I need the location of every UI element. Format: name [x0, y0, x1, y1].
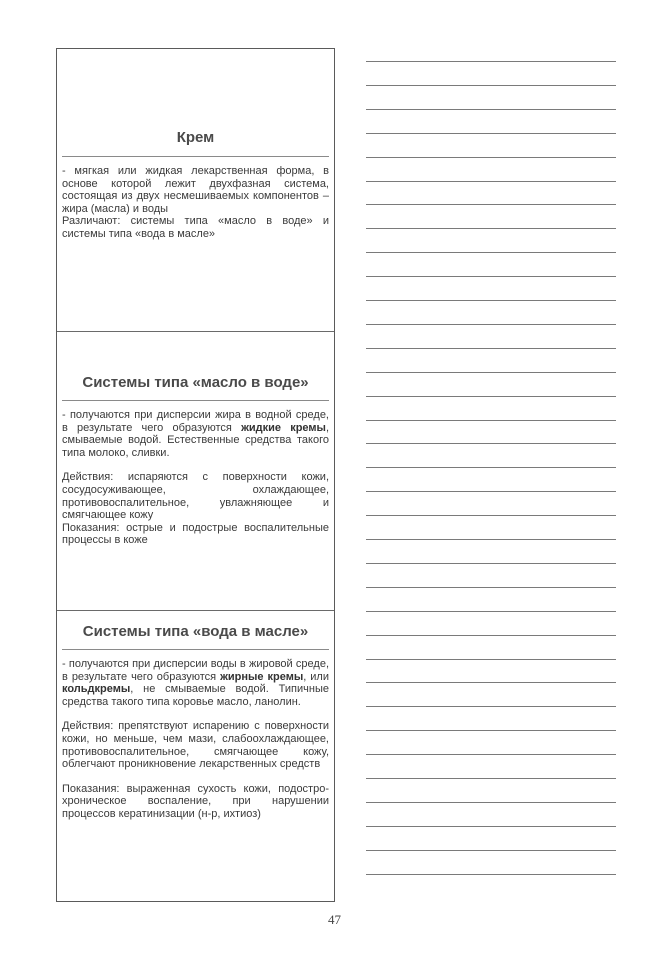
card-actions: Действия: препятствуют испарению с поверхности кожи, но меньше, чем мази, слабоохлаждающее, противовоспалительное, смягчающее кожу, облегчают проникновение лекарственных средств [62, 720, 329, 771]
page-number: 47 [328, 912, 341, 927]
note-line [366, 396, 616, 397]
note-line [366, 539, 616, 540]
note-line [366, 778, 616, 779]
note-line [366, 443, 616, 444]
card-water-in-oil [57, 610, 334, 903]
note-line [366, 826, 616, 827]
note-line [366, 181, 616, 182]
card-title: Крем [176, 129, 215, 146]
note-line [366, 802, 616, 803]
note-line [366, 467, 616, 468]
note-line [366, 754, 616, 755]
note-line [366, 874, 616, 875]
card-definition: - получаются при дисперсии воды в жировой среде, в результате чего образуются жирные кремы, или кольдкремы, не смываемые водой. Типичные средства такого типа коровье масло, ланолин. [62, 658, 329, 708]
note-line [366, 300, 616, 301]
bold-term: жирные кремы [220, 670, 304, 683]
card-actions: Действия: испаряются с поверхности кожи, сосудосуживающее, охлаждающее, противовоспалительное, увлажняющее и смягчающее кожу [62, 471, 329, 522]
note-line [366, 587, 616, 588]
card-definition: - получаются при дисперсии жира в водной среде, в результате чего образуются жидкие кремы, смываемые водой. Естественные средства такого типа молоко, сливки. [62, 409, 329, 459]
note-line [366, 730, 616, 731]
title-divider [62, 156, 329, 157]
note-line [366, 491, 616, 492]
note-line [366, 276, 616, 277]
note-line [366, 252, 616, 253]
title-divider [62, 649, 329, 650]
note-line [366, 348, 616, 349]
note-line [366, 157, 616, 158]
note-line [366, 420, 616, 421]
note-line [366, 635, 616, 636]
note-line [366, 204, 616, 205]
note-line [366, 706, 616, 707]
note-line [366, 228, 616, 229]
bold-term: кольдкремы [62, 683, 131, 696]
card-oil-in-water [57, 331, 334, 610]
card-title: Системы типа «масло в воде» [82, 374, 309, 391]
note-line [366, 515, 616, 516]
note-line [366, 659, 616, 660]
card-cream [57, 49, 334, 331]
note-line [366, 611, 616, 612]
note-line [366, 109, 616, 110]
card-indications: Показания: острые и подострые воспалительные процессы в коже [62, 521, 329, 547]
title-divider [62, 400, 329, 401]
card-title: Системы типа «вода в масле» [82, 623, 309, 640]
card-definition: - мягкая или жидкая лекарственная форма, в основе которой лежит двухфазная система, состоящая из двух несмешиваемых компонентов – жира (масла) и воды [62, 165, 329, 215]
card-indications: Показания: выраженная сухость кожи, подостро-хроническое воспаление, при нарушении процессов кератинизации (н-р, ихтиоз) [62, 782, 329, 820]
note-line [366, 324, 616, 325]
definition-cards-frame [56, 48, 335, 902]
note-line [366, 850, 616, 851]
note-line [366, 682, 616, 683]
note-line [366, 563, 616, 564]
note-line [366, 85, 616, 86]
card-classification: Различают: системы типа «масло в воде» и системы типа «вода в масле» [62, 215, 329, 240]
note-line [366, 61, 616, 62]
note-line [366, 372, 616, 373]
note-line [366, 133, 616, 134]
bold-term: жидкие кремы [241, 421, 326, 434]
